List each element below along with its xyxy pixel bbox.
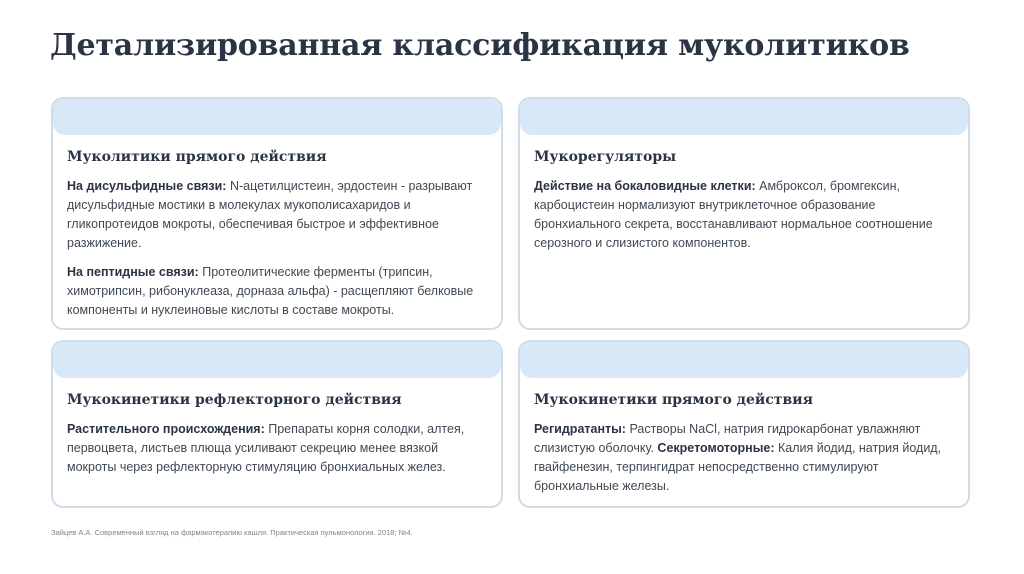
card-title: Мукокинетики рефлекторного действия	[67, 392, 402, 408]
card-body	[53, 378, 501, 477]
source-citation: Зайцев А.А. Современный взгляд на фармакотерапию кашля. Практическая пульмонология. 2018; №4.	[51, 528, 413, 537]
card-title: Муколитики прямого действия	[67, 149, 327, 165]
paragraph-text: Амброксол, бромгексин, карбоцистеин нормализуют внутриклеточное образование бронхиального секрета, восстанавливают нормальное соотношение серозного и слизистого компонентов.	[534, 179, 933, 250]
card-direct-mucokinetics	[518, 340, 970, 508]
paragraph-label: На дисульфидные связи:	[67, 179, 227, 193]
card-body	[520, 378, 968, 496]
page-title: Детализированная классификация муколитиков	[50, 28, 910, 63]
paragraph-label: Регидратанты:	[534, 422, 626, 436]
card-body	[53, 135, 501, 320]
paragraph-label: На пептидные связи:	[67, 265, 199, 279]
card-header-band	[520, 99, 968, 135]
card-mucoregulators	[518, 97, 970, 330]
paragraph-text: Растворы NaCl, натрия гидрокарбонат увлажняют слизистую оболочку.	[534, 422, 921, 455]
card-title: Мукокинетики прямого действия	[534, 392, 813, 408]
paragraph-text: Протеолитические ферменты (трипсин, химотрипсин, рибонуклеаза, дорназа альфа) - расщепляют белковые компоненты и нуклеиновые кислоты в составе мокроты.	[67, 265, 474, 317]
paragraph-label-secretomotor: Секретомоторные:	[657, 441, 775, 455]
paragraph-peptide	[67, 263, 487, 320]
paragraph-label: Действие на бокаловидные клетки:	[534, 179, 756, 193]
card-header-band	[520, 342, 968, 378]
card-header-band	[53, 99, 501, 135]
paragraph-text: N-ацетилцистеин, эрдостеин - разрывают дисульфидные мостики в молекулах мукополисахаридов и гликопротеидов мокроты, обеспечивая быстрое и эффективное разжижение.	[67, 179, 473, 250]
paragraph-rehydrants	[534, 420, 954, 496]
card-body	[520, 135, 968, 253]
card-reflex-mucokinetics	[51, 340, 503, 508]
paragraph-text: Препараты корня солодки, алтея, первоцвета, листьев плюща усиливают секрецию менее вязкой мокроты через рефлекторную стимуляцию бронхиальных желез.	[67, 422, 465, 474]
paragraph-goblet-cells	[534, 177, 954, 253]
paragraph-text-secretomotor: Калия йодид, натрия йодид, гвайфенезин, терпингидрат непосредственно стимулируют бронхиальные железы.	[534, 441, 942, 493]
paragraph-herbal	[67, 420, 487, 477]
paragraph-disulfide	[67, 177, 487, 253]
card-header-band	[53, 342, 501, 378]
paragraph-label: Растительного происхождения:	[67, 422, 265, 436]
card-direct-mucolytics	[51, 97, 503, 330]
card-title: Мукорегуляторы	[534, 149, 677, 165]
